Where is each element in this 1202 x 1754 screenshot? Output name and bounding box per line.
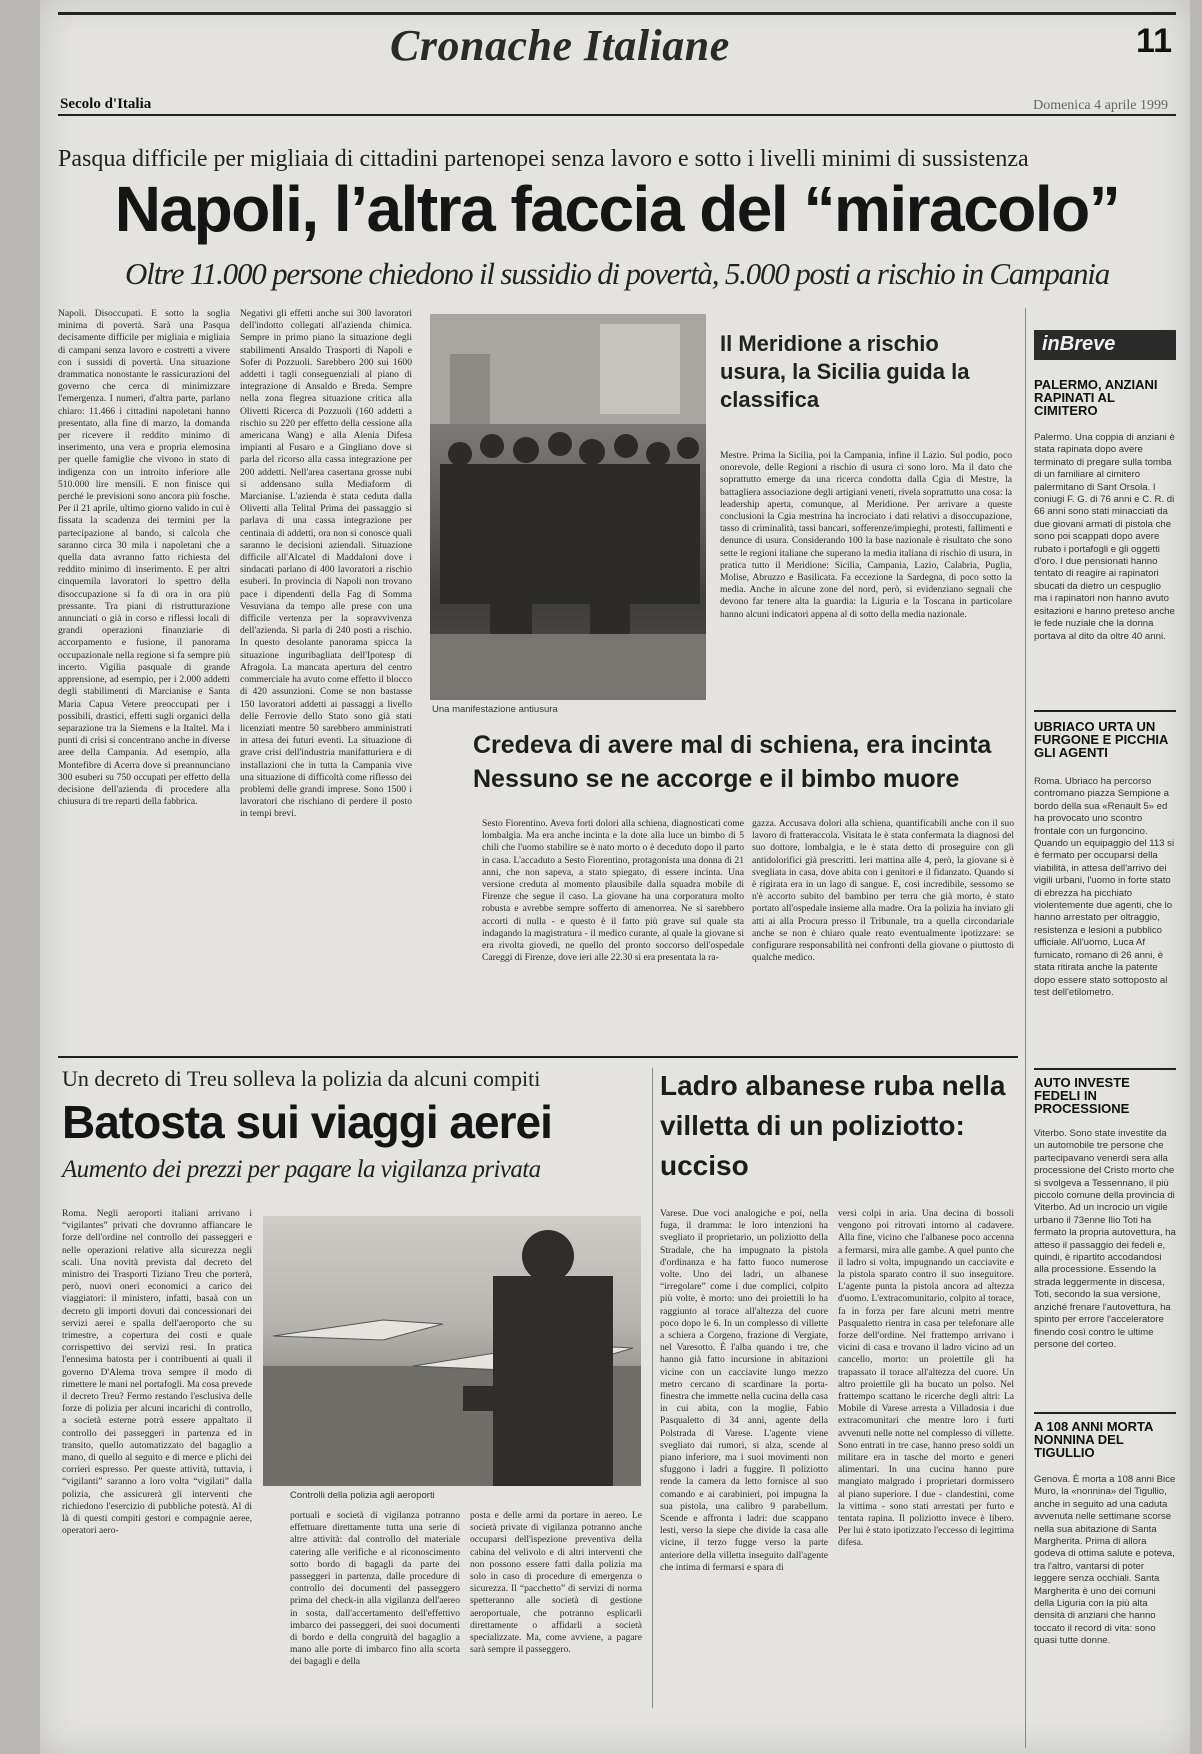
lead-column-2: Negativi gli effetti anche sui 300 lavoratori dell'indotto collegati all'azienda chimica. Sempre in primo piano la situazione degli stabilimenti Ansaldo Trasporti di Napoli e Sofer di Pozzuoli. Sarebbero 200 sui 1600 addetti i tagli conseguenziali al piano di integrazione di Ansaldo e Breda. Sempre nella zona flegrea situazione critica alla Olivetti Ricerca di Pozzuoli (160 addetti a rischio su 220 per effetto della cessione alla americana Wang) e alla Alenia Difesa impianti al Fusaro e a Gingliano dove si parla del ricorso alla cassa integrazione per 200 addetti. Nell'area casertana grosse nubi si addensano sulla Mediaform di Marcianise. L'azienda è stata ceduta dalla Olivetti alla Telital Prima dei passaggio si parlava di una cassa integrazione per centinaia di addetti, ora non si conosce quali saranno le decisioni aziendali. Situazione difficile all'Alcatel di Maddaloni dove i sindacati parlano di 400 lavoratori a rischio esuberi. In provincia di Napoli non trovano pace i dipendenti della Fag di Somma Vesuviana da tempo alle prese con una difficile vertenza per la sopravvivenza dell'azienda. Si parla di 240 posti a rischio. In questo desolante panorama spicca la situazione inguribagliata dell'Ipotesp di Afragola. La mancata apertura del centro commerciale ha avuto come effetto il blocco di 420 assunzioni. Come se non bastasse 150 lavoratori addetti ai passaggi a livello delle Ferrovie dello Stato sono già stati licenziati mentre 50 sarebbero amministrati in attesa dei futuri eventi. La situazione di grave crisi dell'industria manifatturiera e di installazioni che in tutta la Campania vive una situazione di difficoltà come riflesso dei problemi delle grandi imprese. Sono 1500 i lavoratori che rischiano di perdere il posto in tempi brevi.	[240, 308, 412, 820]
brief-head-roma: UBRIACO URTA UN FURGONE E PICCHIA GLI AGENTI	[1034, 719, 1168, 760]
paper-name: Secolo d'Italia	[60, 96, 152, 112]
schiena-headline-1: Credeva di avere mal di schiena, era incinta	[473, 731, 992, 759]
photo-airport-illustration	[263, 1216, 641, 1486]
issue-date: Domenica 4 aprile 1999	[1033, 98, 1168, 113]
schiena-headline-2: Nessuno se ne accorge e il bimbo muore	[473, 765, 960, 793]
usura-body: Mestre. Prima la Sicilia, poi la Campania, infine il Lazio. Sul podio, poco onorevole, delle Regioni a rischio di usura ci sono loro. Ma il dato che soprattutto emerge da una ricerca condotta dalla Cgia di Mestre, la battagliera associazione degli artigiani veneti, rivela soprattutto una cosa: la leadership aperta, comunque, al Meridione. Per arrivare a queste conclusioni la Cgia mestrina ha incrociato i dati relativi a disoccupazione, tasso di criminalità, tassi bancari, sofferenze/impieghi, protesti, fallimenti e denunce di usura. Considerando 100 la base nazionale è risultato che sono sette le regioni italiane che superano la media italiana di rischio di usura, in pratica tutto il Meridione: Sicilia, Campania, Lazio, Calabria, Puglia, Molise, Abruzzo e Basilicata. Fa eccezione la Sardegna, di poco sotto la media. Anche in alcune zone del nord, però, si evidenziano segnali che devono far tenere alta la guardia: la Liguria e la Toscana in particolare hanno alcuni indicatori appena al di sotto della media nazionale.	[720, 450, 1012, 620]
aerei-column-1: Roma. Negli aeroporti italiani arrivano i “vigilantes” privati che dovranno affiancare le forze dell'ordine nel controllo dei passeggeri e nelle operazioni relative alla sicurezza negli scali. Una novità prevista dal decreto del ministro dei Trasporti Tiziano Treu che porterà, però, nuovi oneri economici a carico dei viaggiatori: il ministero, infatti, basaà con un decreto gli importi dovuti dai concessionari dei servizi aerei e spalla dell'aeroporto che su trimestre, a copertura dei costi e quale corrispettivo dei servizi resi. In pratica l'ennesima batosta per i contribuenti ai quali il governo D'Alema trova sempre il modo di rimettere le mani nel portafogli. Ma cosa prevede il decreto Treu? Fermo restando l'esclusiva delle forze di polizia per alcuni incarichi di controllo, a società esterne potrà essere appaltato il controllo dei passeggeri in partenza ed in transito, quello automatizzato del bagaglio a mano, di quello al seguito e di merce e plichi dei corrieri espresso. Per queste attività, tuttavia, i “vigilanti” saranno a loro volta “vigilati” dalla polizia, che assicurerà gli interventi che richiedono l'esercizio di pubbliche potestà. Al di là di questi compiti gestori e compagnie aeree, operatori aero-	[62, 1208, 252, 1537]
brief-rule	[1034, 1068, 1176, 1070]
lead-subhead: Oltre 11.000 persone chiedono il sussidio di povertà, 5.000 posti a rischio in Campania	[124, 256, 1109, 291]
lead-headline: Napoli, l’altra faccia del “miracolo”	[114, 173, 1120, 245]
photo-protest-illustration	[430, 314, 706, 700]
sidebar-divider	[1025, 308, 1026, 1748]
photo-protest-caption: Una manifestazione antiusura	[432, 704, 558, 715]
lead-column-1: Napoli. Disoccupati. E sotto la soglia minima di povertà. Sarà una Pasqua decisamente difficile per migliaia e migliaia di campani senza lavoro e costretti a vivere con i sussidi di povertà. Una situazione drammatica nonostante le rassicurazioni del governo che cerca di minimizzare l'emergenza. I numeri, d'altra parte, parlano chiaro: 11.466 i cittadini napoletani hanno presentato, alla fine di marzo, la domanda per ricevere il reddito minimo di inserimento, una vera e propria elemosina per quelle famiglie che vivono in stato di indigenza con un introito inferiore alle 510.000 lire mensili. E non finisce qui perché le previsioni sono ancora più fosche. Per il 21 aprile, ultimo giorno valido in cui è fissata la scadenza dei termini per la partecipazione al bando, si calcola che saranno circa 30 mila i napoletani che a quella data avranno fatto richiesta del reddito minimo di inserimento. E per altri cinquemila lavoratori lo spettro della disoccupazione si fa di ora in ora più pressante. Tra piani di ristrutturazione annunciati o già in corso e riflessi locali di grandi operazioni finanziarie di accorpamento e fusione, il panorama occupazionale nella regione si fa sempre più incerto. Vigilia pasquale di grande apprensione, ad esempio, per i 2.000 addetti degli stabilimenti di Marcianise e Santa Maria Capua Vetere preoccupati per i possibili, drastici, effetti sugli organici della separazione tra la Siemens e la Italtel. Ma i punti di crisi si concentrano anche in diverse aree della Campania. Ad esempio, alla Montefibre di Acerra dove si preannunciano 300 esuberi su 750 occupati per effetto della decisione dell'azienda di procedere alla chiusura di tre reparti della fabbrica.	[58, 308, 230, 808]
column-divider	[652, 1068, 653, 1708]
section-title	[390, 20, 820, 90]
inbreve-title: inBreve	[1042, 333, 1116, 355]
brief-head-genova: A 108 ANNI MORTA NONNINA DEL TIGULLIO	[1034, 1419, 1153, 1460]
page-number: 11	[1136, 22, 1172, 60]
lead-kicker: Pasqua difficile per migliaia di cittadini partenopei senza lavoro e sotto i livelli minimi di sussistenza	[58, 146, 1029, 172]
usura-headline: Il Meridione a rischio usura, la Sicilia guida la classifica	[720, 331, 970, 412]
brief-body-roma: Roma. Ubriaco ha percorso contromano piazza Sempione a bordo della sua «Renault 5» ed ha provocato uno scontro frontale con un furgoncino. Quando un equipaggio del 113 si è fermato per occuparsi della viabilità, in attesa dell'arrivo dei vigili urbani, l'uomo in forte stato di ebrezza ha picchiato violentemente due agenti, che lo hanno arrestato per oltraggio, resistenza e lesioni a pubblico ufficiale. All'uomo, Luca Af fumicato, romano di 26 anni, è stata ritirata anche la patente dopo essere stato sottoposto al test dell'etilometro.	[1034, 776, 1175, 998]
aerei-headline: Batosta sui viaggi aerei	[62, 1096, 552, 1148]
brief-body-viterbo: Viterbo. Sono state investite da un automobile tre persone che partecipavano venerdì sera alla processione del Cristo morto che si svolgeva a Tessennano, il più piccolo comune della provincia di Viterbo. Ad un incrocio un vigile urbano il 73enne Ilio Toti ha fermato la propria autovettura, ha atteso il passaggio dei fedeli e, quindi, è ripartito accodandosi alla processione. Essendo la strada leggermente in discesa, Toti, secondo la sua versione, anziché frenare l'autovettura, ha spinto per errore l'acceleratore finendo così contro le ultime persone del corteo.	[1034, 1128, 1176, 1350]
schiena-column-2: gazza. Accusava dolori alla schiena, quantificabili anche con il suo lavoro di fratteraccola. Visitata le è stata confermata la diagnosi del suo dottore, lombalgia, e le è stata detto di proseguire con gli antidolorifici già prescritti. Ieri mattina alle 4, però, la giovane si è svegliata in casa, dove abita con i genitori e il fidanzato. Quando si è rigirata era in un lago di sangue. E, così incredibile, sessomo se n'è accorto subito del bambino per terra che già morto, è stato portato all'ospedale insieme alla madre. Ora la polizia ha inviato gli atti ai alla Procura presso il Tribunale, tra a quella circondariale anche se non è chiaro quale reato eventualmente ipotizzare: se configurare responsabilità nei confronti della giovane o piuttosto di qualche medico.	[752, 818, 1014, 964]
brief-head-viterbo: AUTO INVESTE FEDELI IN PROCESSIONE	[1034, 1075, 1130, 1116]
brief-rule	[1034, 710, 1176, 712]
brief-head-palermo: PALERMO, ANZIANI RAPINATI AL CIMITERO	[1034, 377, 1158, 418]
ladro-headline: Ladro albanese ruba nella villetta di un poliziotto: ucciso	[660, 1070, 1006, 1181]
section-title-text: Cronache Italiane	[390, 21, 730, 70]
masthead-rule	[58, 114, 1176, 116]
brief-body-palermo: Palermo. Una coppia di anziani è stata rapinata dopo avere terminato di pregare sulla tomba di un familiare al cimitero palermitano di Sant Orsola. I coniugi F. G. di 76 anni e C. R. di 66 anni sono stati minacciati da due giovani armati di pistola che sono poi scappati dopo avere rubato i portafogli e gli oggetti d'oro. I due pensionati hanno tentato di reagire ai rapinatori sbucati da dietro un cespuglio ma i rapinatori non hanno avuto esitazioni e hanno preteso anche le fede nuziale che la donna portava al dito da oltre 40 anni.	[1034, 432, 1175, 642]
newspaper-page	[40, 0, 1190, 1754]
photo-airport	[263, 1216, 641, 1486]
ladro-column-1: Varese. Due voci analogiche e poi, nella fuga, il dramma: le loro intenzioni ha svegliato il proprietario, un poliziotto della Stradale, che ha impugnato la pistola d'ordinanza e ha fatto fuoco numerose volte. Uno dei ladri, un albanese “irregolare” come i due complici, colpito più volte, è morto: uno dei proiettili lo ha raggiunto al torace all'altezza del cuore poco dopo le 6. In un complesso di villette a schiera a Corgeno, frazione di Vergiate, nel Varesotto. È l'alba quando i tre, che hanno già fatto incursione in abitazioni vicine con un cacciavite lungo mezzo metro cercano di scardinare la porta-finestra che immette nella cucina della casa in cui abita, con la moglie, Fabio Pasqualetto di 34 anni, agente della Polstrada di Varese. L'agente viene svegliato dai rumori, si alza, scende al piano inferiore, ma i suoi movimenti non sfuggono i ladri a fuggire. Il poliziotto rende la camera da letto fornisce al suo comando e ai carabinieri, poi impugna la sua pistola, una calibro 9 parabellum. Scende e affronta i ladri: due scappano lesti, verso la siepe che divide la casa alle vicine, il terzo fugge verso la parte anteriore della villetta inseguito dall'agente che intima di fermarsi e spara di	[660, 1208, 828, 1573]
top-rule	[58, 12, 1176, 15]
schiena-column-1: Sesto Fiorentino. Aveva forti dolori alla schiena, diagnosticati come lombalgia. Ma era anche incinta e la dote alla luce un bimbo di 5 chili che l'uomo stabilire se è nato morto o è deceduto dopo il parto in casa. L'accaduto a Sesto Fiorentino, protagonista una donna di 21 anni, che non sapeva, a stato spiegato, di essere incinta. Una versione creduta al momento plausibile dalla squadra mobile di Firenze che segue il caso. La giovane ha una corporatura molto robusta e avrebbe sempre sofferto di amenorrea. Ne si sarebbero accorti di nulla - e questo è il fatto più grave sul quale sta indagando la magistratura - il medico curante, al quale la giovane si era rivolta giovedì, ne quello del pronto soccorso dell'ospedale Careggi di Firenze, dove ieri alle 22.30 si era presentata la ra-	[482, 818, 744, 964]
aerei-subhead: Aumento dei prezzi per pagare la vigilanza privata	[62, 1156, 541, 1183]
aerei-column-3: posta e delle armi da portare in aereo. Le società private di vigilanza potranno anche occuparsi dell'ispezione preventiva della cabina del velivolo e di altri interventi che non possono essere fatti dalla polizia ma solo in caso di procedure di emergenza o sicurezza. Il “pacchetto” di servizi di norma spetteranno alle società di gestione aeroportuale, che potranno esplicarli direttamente o affidarli a società specializzate. Ma, come avviene, a pagare sarà sempre il passeggero.	[470, 1510, 642, 1656]
aerei-kicker: Un decreto di Treu solleva la polizia da alcuni compiti	[62, 1066, 541, 1091]
photo-protest	[430, 314, 706, 700]
inbreve-banner	[1034, 330, 1176, 360]
ladro-column-2: versi colpi in aria. Una decina di bossoli vengono poi ritrovati intorno al cadavere. Alla fine, vicino che l'albanese poco accenna a fermarsi, mira alle gambe. A quel punto che il ladro si volta, impugnando un cacciavite e la pistola sparato contro il suo inseguitore. L'agente punta la pistola ancora ad altezza d'uomo. L'extracomunitario, colpito al torace, fa in forza per fare alcuni metri mentre Pasqualetto rientra in casa per telefonare alle forze dell'ordine. Nel frattempo arrivano i vicini di casa e trovano il ladro vicino ad un cancello, morto: un proiettile gli ha trapassato il torace all'altezza del cuore. Un altro proiettile gli ha bucato un polso. Nel frattempo scattano le ricerche degli altri: La Mobile di Varese arresta a Villadosia i due extracomunitari che mentre loro i furti avvenuti nelle notte nel complesso di villette. Sono entrati in tre case, hanno preso soldi un militare era in tasche del morto e generi alimentari. In una cucina hanno pure mangiato malgrado i proprietari dormissero al piano superiore. I due - clandestini, come la vittima - sono stati arrestati per furto e tentata rapina. Il poliziotto invece è libero. Per lui è stato ipotizzato l'eccesso di legittima difesa.	[838, 1208, 1014, 1549]
section-rule	[58, 1056, 1018, 1058]
aerei-column-2: portuali e società di vigilanza potranno effettuare direttamente tutta una serie di altre attività: dal controllo del materiale catering alle verifiche e al riconoscimento sotto bordo di bagagli da parte dei passeggeri in partenza, dalle procedure di controllo dei documenti del passeggero prima del check-in alla vigilanza dell'aereo in sosta, dall'accertamento dell'effettivo imbarco dei passeggeri, dei suoi documenti di bordo e della congruità del bagaglio a mano alle porte di imbarco fino alla scorta dei bagagli e della	[290, 1510, 460, 1668]
brief-body-genova: Genova. È morta a 108 anni Bice Muro, la «nonnina» del Tigullio, anche in seguito ad una caduta avvenuta nelle settimane scorse nella sua abitazione di Santa Margherita. Prima di allora godeva di ottima salute e poteva, tra l'altro, vantarsi di poter leggere senza occhiali. Santa Margherita è uno dei comuni della Liguria con la più alta densità di anziani che hanno toccato il record di vita: sono quasi tutte donne.	[1034, 1474, 1176, 1647]
photo-airport-caption: Controlli della polizia agli aeroporti	[290, 1490, 435, 1501]
brief-rule	[1034, 1412, 1176, 1414]
